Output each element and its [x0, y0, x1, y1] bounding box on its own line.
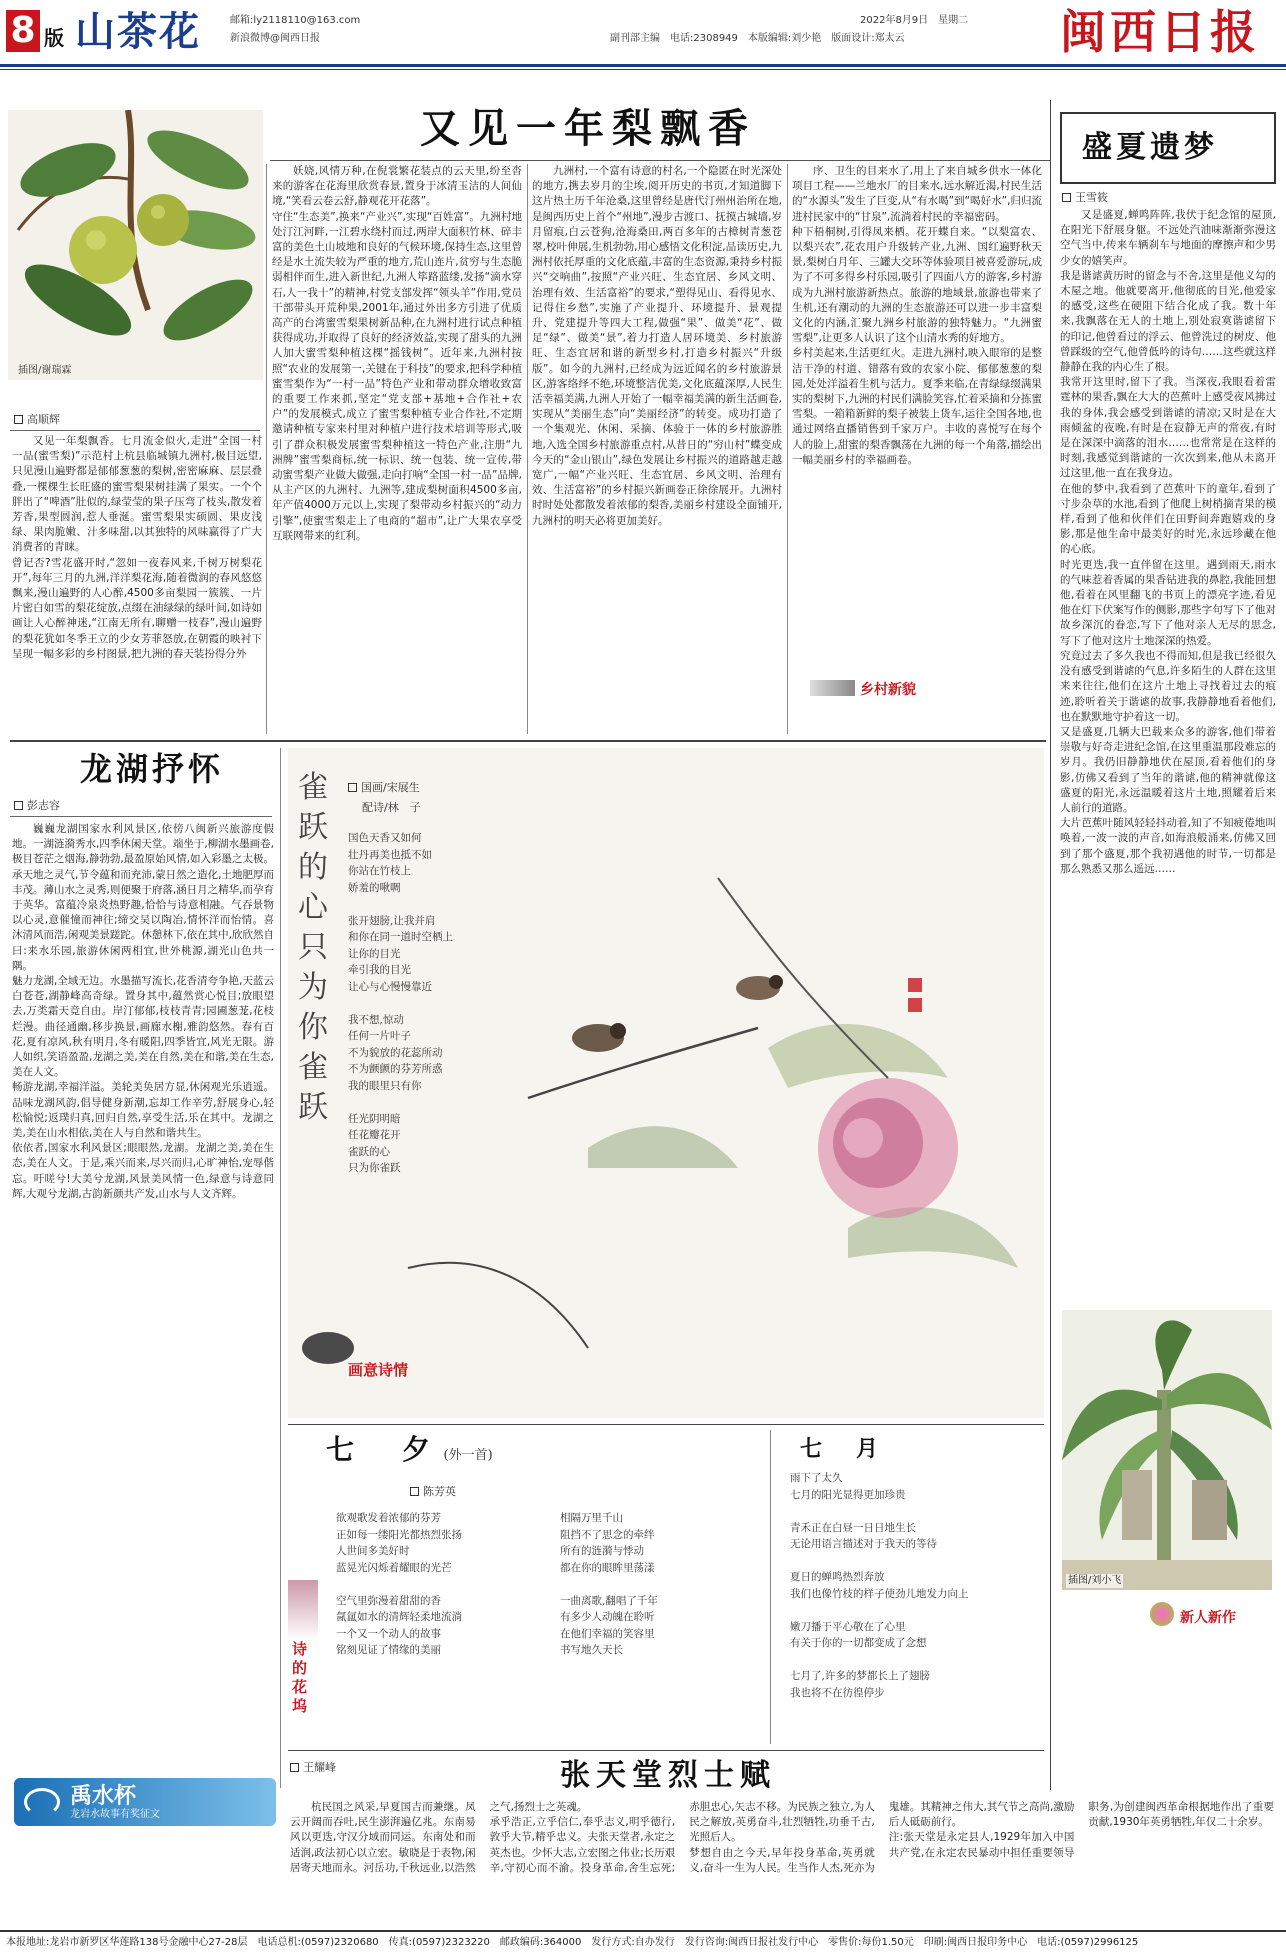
- weibo-line: 新浪微博@闽西日报: [230, 33, 320, 44]
- poem-credit: 配诗/林 子: [362, 801, 421, 814]
- author-marker-icon: [348, 783, 357, 792]
- section-rule-2: [288, 1424, 1044, 1425]
- pear-illustration: [8, 110, 263, 380]
- divider-v-longhu: [280, 748, 281, 1788]
- section-title: 山茶花: [75, 8, 201, 55]
- qixi-poem-left: 欲观歌发着浓郁的芬芳 正如每一缕阳光都热烈张扬 人世间多美好时 蓝晃光闪烁着耀眼的光芒 空气里弥漫着甜甜的香 氤氲如水的清辉轻柔地流淌 一个又一个动人的故事 铭刻见证了情缘的美丽: [336, 1512, 462, 1656]
- author-marker-icon: [1062, 193, 1071, 202]
- right-article-body: 又是盛夏,蝉鸣阵阵,我伏于纪念馆的屋顶,在阳光下舒展身躯。不远处汽油味渐渐弥漫这空气当中,传来车辆刹车与地面的摩擦声和少男少女的嬉笑声。 我是谐谑黄历时的留念与不舍,这里是他义勾的木屋之地。他就要离开,他彻底的目光,他爱家的感受,这些在硬阻下结合化成了我。数十年来,我飘落在无人的土地上,别处寂寞谐谑留下的印记,他曾看过的浮云、他曾洗过的树皮、他曾踩级的空气,他曾低吟的诗句……这些就这样静静在我的内心生了根。 我常开这里时,留下了我。当深夜,我眼看着雷霆林的果香,飘在大大的芭蕉叶上感受夜风拂过我的身体,我会感受到谐谑的清凉;又时是在大雨倾盆的夜晚,有时是在寂静无声的常夜,有时是在深深中滴落的泪水……也常常是在这样的时刻,我感觉到谐谑的一次次到来,他从未离开过这里,他一直在我身边。 在他的梦中,我看到了芭蕉叶下的童年,看到了寸步杂草的水池,看到了他爬上树梢摘青果的模样,看到了他和伙伴们在田野间奔跑嬉戏的身影,那是他生命中最美好的时光,永远珍藏在他的心底。 时光更迭,我一直伴留在这里。遇到雨天,雨水的气味惹着香属的果香钻进我的鼻腔,我能回想他,看着在风里翻飞的书页上的漂亮字迹,看见他在灯下伏案写作的侧影,那些字句写下了他对故乡深沉的眷恋,写下了他对亲人无尽的思念,写下了他对这片土地深深的热爱。 究竟过去了多久我也不得而知,但是我已经很久没有感受到谐谑的气息,许多陌生的人群在这里来来往往,他们在这片土地上寻找着过去的痕迹,聆听着关于谐谑的故事,我静静地看着他们,也在默默地守护着这一切。 又是盛夏,几辆大巴载来众多的游客,他们带着崇敬与好奇走进纪念馆,在这里重温那段难忘的岁月。我仍旧静静地伏在屋顶,看着他们的身影,仿佛又看到了当年的谐谑,他的精神就像这盛夏的阳光,永远温暖着这片土地,照耀着后来人前行的道路。 大片芭蕉叶随风轻轻抖动着,知了不知疲倦地叫唤着,一波一波的声音,如海浪般涌来,仿佛又回到了那个盛夏,那个我初遇他的时节,一切都是那么熟悉又那么遥远……: [1060, 209, 1276, 875]
- divider-v-right: [1050, 100, 1051, 1790]
- yushuibei-badge: [14, 1778, 276, 1826]
- editor-line: 副刊部主编 电话:2308949 本版编辑:刘少艳 版面设计:郑太云: [610, 33, 905, 44]
- pear-branch-image: [8, 110, 263, 380]
- issue-date: 2022年8月9日 星期二: [860, 15, 969, 26]
- page-unit: 版: [44, 26, 64, 50]
- qixi-title: 七 夕: [326, 1433, 441, 1466]
- yushuibei-subtitle: 龙岩水故事有奖征文: [70, 1809, 160, 1820]
- july-poem: 雨下了太久 七月的阳光显得更加珍贵 青禾正在白昼一日日地生长 无论用语言描述对于我天的等待 夏日的蝉鸣热烈奔放 我们也像竹枝的样子使劲儿地发力向上 嫩刀播于平心敬在了心里 有关于你的一切都变成了念想 七月了,许多的梦都长上了翅膀 我也将不在彷徨停步: [790, 1472, 969, 1699]
- masthead-rule-thin: [0, 69, 1286, 70]
- masthead-rule: [0, 64, 1286, 67]
- author-marker-icon: [410, 1487, 419, 1496]
- calligraphy-inscription: 雀跃的心只为你雀跃: [298, 770, 328, 1125]
- right-article-author: [1062, 190, 1108, 206]
- section-rule-3: [288, 1750, 1044, 1751]
- author-rule: [10, 430, 260, 431]
- zhang-title: 张天堂烈士赋: [560, 1758, 776, 1793]
- author-marker-icon: [14, 415, 23, 424]
- painting-block: [288, 748, 1044, 1418]
- qixi-tag-flower: [288, 1580, 318, 1640]
- author-marker-icon: [14, 801, 23, 810]
- qixi-author: [410, 1484, 456, 1500]
- page-footer: 本报地址:龙岩市新罗区华莲路138号金融中心27-28层 电话总机:(0597)2320680 传真:(0597)2323220 邮政编码:364000 发行方式:自办发行 发行咨询:闽西日报社发行中心 零售价:每份1.50元 印刷:闽西日报印务中心 电话:(0597)2996125: [0, 1930, 1286, 1955]
- main-article-col3: 九洲村,一个富有诗意的村名,一个隐匿在时光深处的地方,携去岁月的尘埃,阅开历史的书页,才知道脚下这片热土历千年沧桑,这里曾经是唐代汀州州治所在地,是闽西历史上首个“州地”,漫步古渡口、抚摸古城墙,岁月留痕,白云苍狗,沧海桑田,两百多年的古樟树青葱苍翠,校叶伸展,生机勃勃,用心感悟文化积淀,品读历史,九洲村依托厚重的文化底蕴,丰富的生态资源,秉持乡村振兴“交响曲”,按照“产业兴旺、生态宜居、乡风文明、治理有效、生活富裕”的要求,“塑得见山、看得见水、记得住乡愁”,实施了产业提升、环境提升、景观提升、党建提升等四大工程,做强“果”、做美“花”、做足“绿”、做美“景”,着力打造人居环境美、乡村旅游旺、生态宜居和谐的新型乡村,打造乡村振兴“升级版”。如今的九洲村,已经成为远近闻名的乡村旅游景区,游客络绎不绝,环境整洁优美,文化底蕴深厚,人民生活幸福美满,九洲人开始了一幅幸福美满的新生活画卷,实现从“美丽生态”向“美丽经济”的转变。成功打造了一个集观光、休闲、采摘、体验于一体的乡村旅游胜地,入选全国乡村旅游重点村,从昔日的“穷山村”蝶变成今天的“金山银山”,绿色发展让乡村振兴的道路越走越宽广,一幅“产业兴旺、生态宜居、乡风文明、治理有效、生活富裕”的乡村振兴新画卷正徐徐展开。九洲村时时处处都散发着浓郁的梨香,美丽乡村建设全面铺开,九洲村的明天必将更加美好。: [532, 165, 782, 527]
- qixi-subtitle: (外一首): [443, 1448, 493, 1463]
- longhu-body: 巍巍龙湖国家水利风景区,依傍八闽新兴旅游度假地。一湖涟漪秀水,四季休闲天堂。端坐于,柳湖水墨画卷,极目苍茫之烟海,静勃勃,最盈原始风情,如入彩墨之太极。承天地之灵气,节令蕴和而充沛,蒙日然之造化,土地肥厚而丰茂。薄山水之灵秀,则便聚于府落,涵日月之精华,而孕育于英华。富蕴冷泉炎热野趣,恰恰与诗意相融。气吞景物以心灵,意催憧而神往;缔交吴以陶冶,情怀洋而怡情。喜沐清风而浩,闲观美景蹉跎。休憩林下,依在其中,欣欣然自曰:来水乐园,旅游休闲两相宜,世外桃源,湖光山色共一隅。 魅力龙湖,全域无边。水墨描写流长,花香清夸争艳,天蓝云白苍苍,湖静峰高奇绿。置身其中,蕴然赏心悦目;放眼望去,万类霜天竞自由。岸汀郁郁,枝枝青青;园圃葱茏,花枝烂漫。曲径通幽,移步换景,画廊水榭,雅韵悠然。春有百花,夏有凉风,秋有明月,冬有暖阳,四季皆宜,风光无限。游人如织,笑语盈盈,龙湖之美,美在自然,美在和谐,美在生态,美在人文。 畅游龙湖,幸福洋溢。美轮美奂居方显,休闲观光乐逍遥。品味龙湖风韵,倡导健身新潮,忘却工作辛劳,舒展身心,轻松愉悦;返璞归真,回归自然,享受生活,乐在其中。龙湖之美,美在山水相依,美在人与自然和谐共生。 依依者,国家水利风景区;眼眼然,龙湖。龙湖之美,美在生态,美在人文。于是,乘兴而来,尽兴而归,心旷神怡,宠辱偕忘。吁嗟兮!大美兮龙湖,风景美风情一色,绿意与诗意同辉,大观兮龙湖,古韵新颜共产发,山水与人文齐辉。: [12, 823, 274, 1200]
- right-article-title-box: [1060, 112, 1276, 184]
- main-article-col1: 又见一年梨飘香。七月流金似火,走进“全国一村一品(蜜雪梨)”示范村上杭县临城镇九洲村,极目远望,只见漫山遍野都是郁郁葱葱的梨树,密密麻麻、层层叠叠,一棵棵生长旺盛的蜜雪梨果树挂满了果实。一个个胖出了“啤酒”肚似的,绿莹莹的果子压弯了枝头,散发着芳香,果型圆润,惹人垂涎。蜜雪梨果实硕圆、果皮浅绿、果肉脆嫩、汁多味甜,以其独特的风味赢得了广大消费者的青睐。 曾记否?雪花盛开时,“忽如一夜春风来,千树万树梨花开”,每年三月的九洲,洋洋梨花海,随着微润的春风悠悠飘来,漫山遍野的人心醉,4500多亩梨园一簇簇、一片片密白如雪的梨花绽放,点缀在油绿绿的绿叶间,如诗如画让人心醉神迷,“江南无所有,聊赠一枝春”,漫山遍野的梨花犹如冬季王立的少女芳菲怒放,在朝霞的映衬下呈现一幅多彩的乡村图景,把九洲的春天装扮得分外: [12, 435, 262, 660]
- masthead: [0, 0, 1286, 80]
- main-article-title: 又见一年梨飘香: [420, 105, 756, 152]
- longhu-author-rule: [10, 816, 272, 817]
- main-article-col2: 妖娆,风情万种,在倪裳繁花装点的云天里,纷至沓来的游客在花海里欣赏春景,置身于冰清玉洁的人间仙境,“笑看云卷云舒,静观花开花落”。 守住“生态美”,换来“产业兴”,实现“百姓富”。九洲村地处汀江河畔,一江碧水绕村而过,两岸大面积竹林、碎丰富的美色土山坡地和良好的气候环境,保持生态,这里曾经是水土流失较为严重的地方,荒山连片,贫穷与生态脆弱相伴而生,进入新世纪,九洲人筚路蓝缕,发扬“滴水穿石,人一我十”的精神,村党支部发挥“领头羊”作用,党员干部带头开荒种果,2001年,通过外出多方引进了优质高产的台湾蜜雪梨果树新品种,在九洲村进行试点种植获得成功,并取得了良好的经济效益,实现了甜头的九洲人加大蜜雪梨种植这棵“摇钱树”。近年来,九洲村按照“农业的发展第一,关键在于科技”的要求,把科学种植蜜雪梨作为“一村一品”特色产业和带动群众增收致富的重要工作来抓,坚定“党支部+基地+合作社+农户”的发展模式,成立了蜜雪梨种植专业合作社,不定期邀请种植专家来村里对种植户进行技术培训等形式,吸引了群众积极发展蜜雪梨种植这一特色产业,注册“九洲牌”蜜雪梨商标,统一标识、统一包装、统一宣传,带动蜜雪梨产业做大做强,走向打响“全国一村一品”品牌,从主产区的九洲村、九洲等,建成梨树面积4500多亩,年产值4000万元以上,实现了梨带动乡村振兴的“动力引擎”,使蜜雪梨走上了电商的“超市”,让广大果农享受互联网带来的红利。: [272, 165, 522, 542]
- qixi-title-box: [326, 1428, 646, 1478]
- divider-v-qixi: [770, 1430, 771, 1744]
- qixi-author-name: 陈芳英: [423, 1485, 456, 1498]
- page-number-badge: 8: [6, 10, 40, 52]
- longhu-author-name: 彭志容: [27, 799, 60, 812]
- banana-illustration: [1062, 1310, 1272, 1590]
- right-illustration-credit: 插图/刘小飞: [1066, 1574, 1123, 1589]
- zhang-author: [290, 1760, 336, 1776]
- right-author-name: 王雪筱: [1075, 191, 1108, 204]
- main-article-col4: 序、卫生的目来水了,用上了来自城乡供水一体化项目工程——兰地水厂的目来水,远水解近渴,村民生活的“水源头”发生了巨变,从“有水喝”到“喝好水”,归归流进村民家中的“甘泉”,流淌着村民的幸福密码。 种下梧桐树,引得凤来栖。花开蝶自来。“以梨富农、以梨兴农”,花农用户升级转产业,九洲、国红遍野秋天景,梨树白月年、三罐大交环等体验项目被喜爱游玩,成为了不可多得乡村乐园,吸引了四面八方的游客,乡村游成为九洲村旅游新热点。旅游的地域景,旅游也带来了生机,还有潮动的九洲的生态旅游还可以进一步丰富梨文化的内涵,汇聚九洲乡村旅游的独特魅力。“九洲蜜雪梨”,让更多人认识了这个山清水秀的好地方。 乡村美起来,生活更红火。走进九洲村,映入眼帘的是整洁干净的村道、错落有致的农家小院、郁郁葱葱的梨园,处处洋溢着生机与活力。夏季来临,在青绿绿缀满果实的梨树下,九洲的村民们满脸笑容,忙着采摘和分拣蜜雪梨。一箱箱新鲜的梨子被装上货车,运往全国各地,也通过网络直播销售到千家万户。丰收的喜悦写在每个人的脸上,甜蜜的梨香飘荡在九洲的每一个角落,描绘出一幅美丽乡村的幸福画卷。: [792, 165, 1042, 466]
- author-marker-icon: [290, 1763, 299, 1772]
- paper-logo: 闽西日报: [1060, 5, 1260, 59]
- banana-tree-image: [1062, 1310, 1272, 1590]
- yushuibei-name: 禹水杯: [70, 1783, 137, 1809]
- painting-poem-lines: 国色天香又如何 壮丹再美也抵不如 你站在竹枝上 娇羞的啾啁 张开翅膀,让我并肩 和你在同一道时空栖上 让你的目光 牵引我的目光 让心与心慢慢靠近 我不想,惊动 任何一片叶子 不为貌放的花蕊所动 不为颤颤的芬芳所惑 我的眼里只有你 任光阴明暗 任花瓣花开 雀跃的心 只为你雀跃: [348, 832, 453, 1174]
- divider-v-3: [787, 164, 788, 734]
- column-tag-new: 新人新作: [1180, 1610, 1236, 1626]
- section-rule-1: [10, 740, 1046, 742]
- divider-v-2: [527, 164, 528, 734]
- july-title: 七 月: [800, 1436, 885, 1462]
- column-tag-painting: 画意诗情: [348, 1361, 409, 1379]
- column-tag-rural: 乡村新貌: [860, 682, 916, 698]
- rural-tag-brush: [810, 680, 855, 696]
- painting-credit-text: 国画/宋展生: [361, 781, 420, 794]
- main-article-author: [14, 412, 60, 428]
- column-tag-poetry: 诗的花坞: [292, 1640, 308, 1715]
- wave-icon: [24, 1788, 60, 1816]
- zhang-body: 杭民国之风采,早夏国吉而兼继。凤云开阔而吞吐,民生澎湃遍亿兆。东南易风以更迭,守汉分域而同运。东南处和而适润,政法初心以立宏。敏晓是于表物,闲居寄天地而永。河岳功,千秋远业,以浩然之气,扬烈士之英魂。 承乎浩正,立乎信仁,奉乎志义,明乎德行,敦乎大节,精乎忠义。夫张天堂者,永定之英杰也。少怀大志,立宏图之伟业;长历艰辛,守初心而不渝。投身革命,舍生忘死;赤胆忠心,矢志不移。为民族之独立,为人民之解放,英勇奋斗,壮烈牺牲,功垂千古,光照后人。 梦想自由之今天,早年投身革命,英勇就义,奋斗一生为人民。生当作人杰,死亦为鬼雄。其精神之伟大,其气节之高尚,激励后人砥砺前行。 注:张天堂是永定县人,1929年加入中国共产党,在永定农民暴动中担任重要领导职务,为创建闽西革命根据地作出了重要贡献,1930年英勇牺牲,年仅二十余岁。: [290, 1801, 1274, 1874]
- title-rule: [270, 160, 1050, 161]
- longhu-title: 龙湖抒怀: [80, 750, 225, 788]
- divider-v-1: [266, 164, 267, 734]
- email-line: 邮箱:ly2118110@163.com: [230, 15, 361, 26]
- illustration-credit: 插图/谢瑞霖: [18, 364, 72, 376]
- qixi-poem-right: 相隔万里千山 阻挡不了思念的牵绊 所有的涟漪与悸动 都在你的眼眸里荡漾 一曲离歌,翻唱了千年 有多少人动魄在聆听 在他们幸福的笑容里 书写地久天长: [560, 1512, 658, 1656]
- longhu-author: [14, 798, 60, 814]
- new-tag-flower-icon: [1150, 1602, 1174, 1626]
- right-article-title: 盛夏遗梦: [1082, 130, 1218, 165]
- zhang-author-name: 王耀峰: [303, 1761, 336, 1774]
- painting-credit: [348, 780, 420, 796]
- main-author-name: 高顺辉: [27, 413, 60, 426]
